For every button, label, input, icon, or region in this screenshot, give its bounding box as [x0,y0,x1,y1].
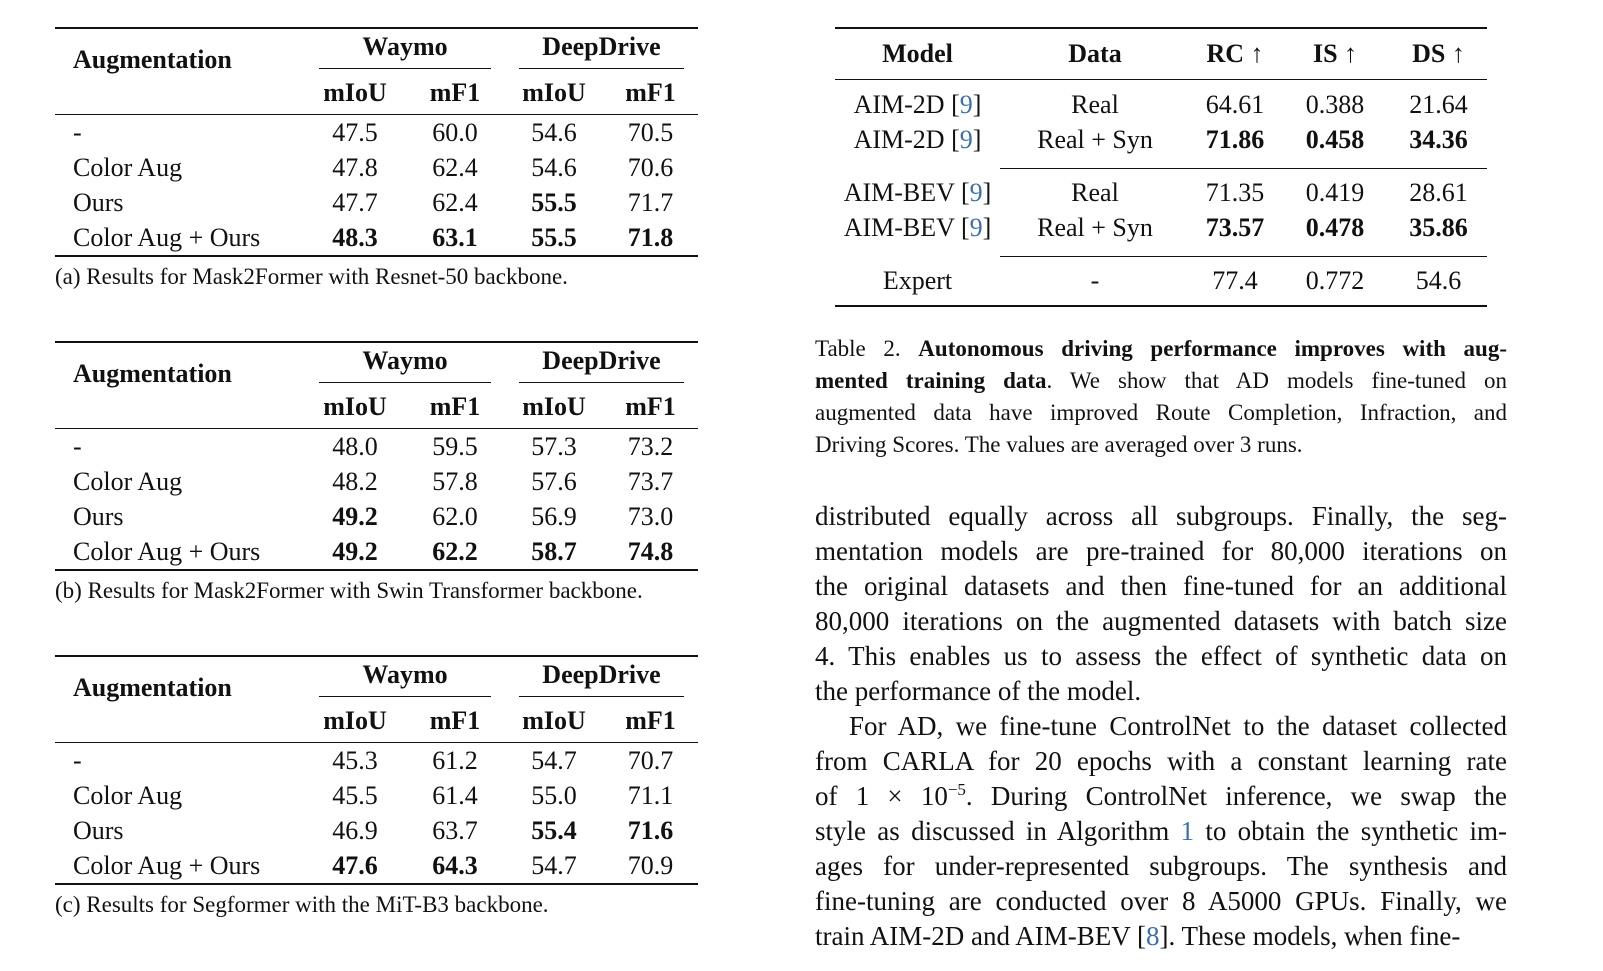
body-text [815,499,1507,954]
model-name: AIM-BEV [ [843,177,970,207]
metric-value: 56.9 [531,501,577,531]
metric-value: 0.458 [1305,124,1365,154]
text-segment: fine-tuning are conducted over 8 A5000 GPUs. Finally, we [815,886,1507,916]
table-row [55,115,698,151]
table-caption: (a) Results for Mask2Former with Resnet-50 backbone. [55,264,568,289]
text-line [815,397,1507,429]
expert-row [835,257,1487,307]
paragraph [815,709,1507,954]
model-cell [835,87,1000,122]
metric-value: 73.0 [627,501,674,531]
text-segment: . During ControlNet inference, we swap the [965,781,1507,811]
metric-value: 77.4 [1212,266,1258,295]
table-row [55,534,698,570]
text-segment: . We show that AD models fine-tuned on [1046,368,1507,393]
metric-header: mIoU [505,699,603,743]
augmentation-header: Augmentation [55,656,305,743]
text-line [815,333,1507,365]
text-line [815,674,1507,709]
text-line [815,919,1507,954]
model-cell [835,210,1000,245]
metric-value: 63.7 [432,815,478,845]
header-row [55,656,698,699]
table-caption: (c) Results for Segformer with the MiT-B3 backbone. [55,892,549,917]
metric-value: 71.1 [627,780,674,810]
waymo-header: Waymo [319,346,491,383]
metric-value: 21.64 [1409,89,1468,119]
text-segment: Driving Scores. The values are averaged over 3 runs. [815,432,1303,457]
model-cell [835,122,1000,157]
metric-value: 47.8 [332,152,378,182]
reference-link[interactable]: 8 [1145,921,1160,951]
metric-value: 71.7 [627,187,674,217]
data-cell: Real [1071,89,1119,119]
text-segment: −5 [947,780,966,799]
metric-value: 70.6 [627,152,674,182]
text-line [815,639,1507,674]
header-row [835,28,1487,80]
text-segment: 4. This enables us to assess the effect of synthetic data on [815,641,1507,671]
metric-value: 64.3 [432,850,478,880]
table-row [55,220,698,256]
deepdrive-header: DeepDrive [519,660,684,697]
text-segment: mented training data [815,368,1047,393]
metric-value: 61.2 [432,745,478,775]
metric-value: 62.0 [432,501,478,531]
text-line [815,849,1507,884]
metric-value: 54.7 [531,745,577,775]
reference-link[interactable]: 1 [1180,816,1195,846]
metric-value: 0.478 [1305,212,1365,242]
column-header: Data [1000,28,1190,80]
metric-value: 0.419 [1305,177,1365,207]
metric-value: 0.388 [1305,89,1365,119]
citation-link[interactable]: 9 [969,212,983,242]
text-line [815,365,1507,397]
metric-value: 73.2 [627,431,674,461]
table-row [55,150,698,185]
column-header: DS ↑ [1390,28,1487,80]
metric-value: 57.3 [531,431,577,461]
metric-value: 55.4 [531,815,577,845]
metric-value: 64.61 [1205,89,1265,119]
metric-value: 73.7 [627,466,674,496]
results-table-b [55,341,698,571]
text-line [815,569,1507,604]
table-2-caption [815,333,1507,461]
column-header: IS ↑ [1280,28,1390,80]
augmentation-header: Augmentation [55,342,305,429]
metric-value: 71.6 [627,815,674,845]
text-line [815,429,1507,461]
text-line [815,744,1507,779]
metric-value: 48.2 [332,466,378,496]
model-name: Expert [882,265,953,295]
text-segment: For AD, we fine-tune ControlNet to the dataset collected [849,711,1507,741]
data-cell: Real [1071,177,1119,207]
text-segment: distributed equally across all subgroups. Finally, the seg- [815,501,1507,531]
text-segment: the performance of the model. [815,676,1142,706]
model-name: AIM-BEV [ [843,212,970,242]
table-row [55,429,698,465]
text-segment: Autonomous driving performance improves with aug- [918,336,1507,361]
metric-header: mIoU [505,385,603,429]
table-row [835,175,1487,210]
text-segment: train AIM-2D and AIM-BEV [ [815,921,1146,951]
metric-value: 62.2 [432,536,478,566]
table-row [55,464,698,499]
citation-link[interactable]: 9 [959,124,973,154]
waymo-header: Waymo [319,660,491,697]
text-line [815,499,1507,534]
text-line [815,604,1507,639]
table-row [55,185,698,220]
table-row [835,210,1487,245]
metric-value: 35.86 [1409,212,1468,242]
metric-value: 71.8 [627,222,674,252]
bracket: ] [972,89,982,119]
augmentation-label: Color Aug + Ours [73,536,261,566]
data-cell: Real + Syn [1037,124,1153,154]
text-segment: of 1 × 10 [815,781,948,811]
metric-value: 55.5 [531,187,577,217]
metric-value: 61.4 [432,780,478,810]
text-segment: to obtain the synthetic im- [1194,816,1507,846]
augmentation-label: - [73,745,82,775]
metric-value: 45.5 [332,780,378,810]
deepdrive-header: DeepDrive [519,32,684,69]
metric-value: 73.57 [1205,212,1265,242]
metric-header: mF1 [603,71,698,115]
augmentation-label: Ours [73,187,124,217]
metric-value: 55.0 [531,780,577,810]
augmentation-label: Color Aug + Ours [73,850,261,880]
metric-value: 49.2 [332,501,378,531]
metric-header: mF1 [603,385,698,429]
metric-value: 70.5 [627,117,674,147]
augmentation-label: Color Aug + Ours [73,222,261,252]
model-cell [835,175,1000,210]
text-line [815,814,1507,849]
text-segment: from CARLA for 20 epochs with a constant learning rate [815,746,1507,776]
text-line [815,534,1507,569]
text-segment: mentation models are pre-trained for 80,000 iterations on [815,536,1507,566]
results-table-a [55,27,698,257]
bracket: ] [982,212,992,242]
bracket: ] [982,177,992,207]
metric-value: 47.7 [332,187,378,217]
augmentation-label: Ours [73,501,124,531]
metric-value: 57.6 [531,466,577,496]
metric-value: 54.6 [1415,266,1462,295]
metric-value: 70.9 [627,850,674,880]
text-line [815,709,1507,744]
table-caption: (b) Results for Mask2Former with Swin Transformer backbone. [55,578,643,603]
metric-value: 55.5 [531,222,577,252]
metric-value: 0.772 [1305,266,1365,295]
paragraph [815,499,1507,709]
metric-value: 74.8 [627,536,674,566]
metric-value: 71.86 [1205,124,1265,154]
results-table-c [55,655,698,885]
metric-value: 58.7 [531,536,577,566]
metric-value: 47.6 [332,850,378,880]
metric-value: 57.8 [432,466,478,496]
metric-value: 48.3 [332,222,378,252]
augmentation-label: Ours [73,815,124,845]
table-row [55,848,698,884]
metric-value: 46.9 [332,815,378,845]
augmentation-label: - [73,117,82,147]
metric-value: 71.35 [1205,177,1265,207]
model-name: AIM-2D [ [853,89,960,119]
metric-value: 60.0 [432,117,478,147]
augmentation-label: Color Aug [73,466,183,496]
data-cell: Real + Syn [1037,212,1153,242]
text-segment: 80,000 iterations on the augmented datasets with batch size [815,606,1507,636]
metric-value: 54.6 [531,117,577,147]
metric-value: 59.5 [432,431,478,461]
text-segment: augmented data have improved Route Completion, Infraction, and [815,400,1507,425]
model-name: AIM-2D [ [853,124,960,154]
header-row [55,342,698,385]
data-cell: - [1090,266,1100,295]
metric-header: mIoU [305,699,405,743]
header-row [55,28,698,71]
citation-link[interactable]: 9 [959,89,973,119]
metric-value: 54.7 [531,850,577,880]
metric-value: 47.5 [332,117,378,147]
text-line [815,884,1507,919]
waymo-header: Waymo [319,32,491,69]
table-row [55,778,698,813]
metric-header: mIoU [505,71,603,115]
citation-link[interactable]: 9 [969,177,983,207]
text-segment: style as discussed in Algorithm [815,816,1181,846]
augmentation-label: Color Aug [73,780,183,810]
deepdrive-header: DeepDrive [519,346,684,383]
metric-header: mF1 [405,71,505,115]
metric-value: 62.4 [432,152,478,182]
metric-value: 54.6 [531,152,577,182]
augmentation-header: Augmentation [55,28,305,115]
metric-value: 49.2 [332,536,378,566]
text-line [815,779,1507,814]
metric-header: mF1 [603,699,698,743]
metric-value: 48.0 [332,431,378,461]
augmentation-label: - [73,431,82,461]
augmentation-label: Color Aug [73,152,183,182]
text-segment: Table 2. [815,336,919,361]
metric-value: 45.3 [332,745,378,775]
text-segment: ]. These models, when fine- [1159,921,1461,951]
metric-value: 62.4 [432,187,478,217]
metric-value: 63.1 [432,222,478,252]
table-row [55,499,698,534]
metric-header: mIoU [305,385,405,429]
bracket: ] [972,124,982,154]
metric-value: 70.7 [627,745,674,775]
table-row [55,743,698,779]
metric-value: 34.36 [1409,124,1468,154]
column-header: RC ↑ [1190,28,1280,80]
table-row [835,122,1487,157]
text-segment: the original datasets and then fine-tuned for an additional [815,571,1507,601]
table-2-driving-performance [835,27,1487,307]
metric-header: mF1 [405,699,505,743]
table-row [55,813,698,848]
column-header: Model [835,28,1000,80]
text-segment: ages for under-represented subgroups. The synthesis and [815,851,1507,881]
metric-value: 28.61 [1409,177,1468,207]
metric-header: mIoU [305,71,405,115]
table-row [835,87,1487,122]
metric-header: mF1 [405,385,505,429]
